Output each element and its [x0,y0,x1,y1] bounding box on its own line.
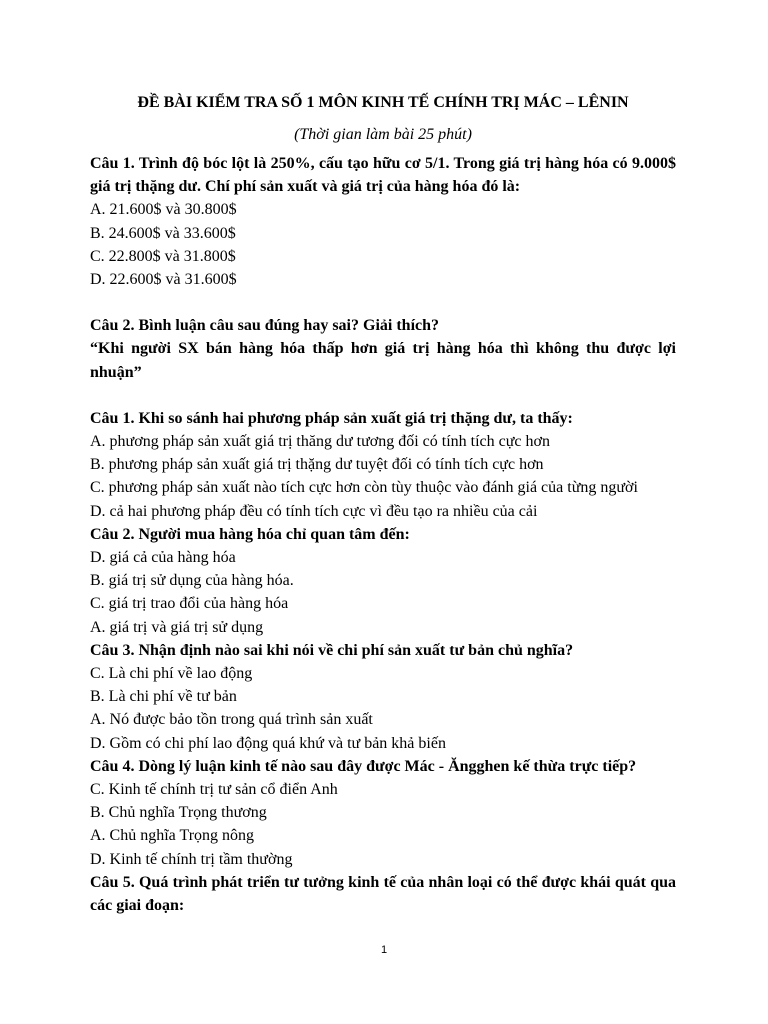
answer-option: B. phương pháp sản xuất giá trị thặng dư tuyệt đối có tính tích cực hơn [90,456,544,474]
answer-option: A. phương pháp sản xuất giá trị thăng dư tương đối có tính tích cực hơn [90,433,550,451]
document-body [90,91,676,917]
answer-option: D. giá cả của hàng hóa [90,549,236,567]
part2-question-4 [90,755,676,871]
spacer [90,384,676,407]
question-text: Câu 4. Dòng lý luận kinh tế nào sau đây được Mác - Ăngghen kế thừa trực tiếp? [90,757,637,775]
page-number: 1 [380,944,388,956]
answer-option: D. cả hai phương pháp đều có tính tích cực vì đều tạo ra nhiều của cải [90,502,538,520]
part2-question-1 [90,407,676,523]
answer-option: C. phương pháp sản xuất nào tích cực hơn còn tùy thuộc vào đánh giá của từng người [90,479,638,497]
answer-option: B. 24.600$ và 33.600$ [90,224,236,242]
question-text: Câu 1. Khi so sánh hai phương pháp sản xuất giá trị thặng dư, ta thấy: [90,409,573,427]
part1-question-2 [90,314,676,384]
answer-option: B. Là chi phí về tư bản [90,688,237,706]
answer-option: C. 22.800$ và 31.800$ [90,247,236,265]
answer-option: D. Gồm có chi phí lao động quá khứ và tư bản khả biến [90,734,446,752]
question-text: Câu 3. Nhận định nào sai khi nói về chi phí sản xuất tư bản chủ nghĩa? [90,641,574,659]
answer-option: B. giá trị sử dụng của hàng hóa. [90,572,294,590]
answer-option: A. Nó được bảo tồn trong quá trình sản xuất [90,711,373,729]
answer-option: A. 21.600$ và 30.800$ [90,201,237,219]
quoted-statement: “Khi người SX bán hàng hóa thấp hơn giá trị hàng hóa thì không thu được lợi nhuận” [90,340,676,381]
spacer [90,291,676,314]
answer-option: B. Chủ nghĩa Trọng thương [90,804,267,822]
question-text: Câu 5. Quá trình phát triển tư tưởng kinh tế của nhân loại có thể được khái quát qua các giai đoạn: [90,873,676,915]
answer-option: A. giá trị và giá trị sử dụng [90,618,264,636]
answer-option: A. Chủ nghĩa Trọng nông [90,827,255,845]
part2-question-2 [90,523,676,639]
answer-option: D. 22.600$ và 31.600$ [90,271,237,289]
part2-question-3 [90,639,676,755]
time-limit-subtitle: (Thời gian làm bài 25 phút) [294,126,472,143]
page-title: ĐỀ BÀI KIỂM TRA SỐ 1 MÔN KINH TẾ CHÍNH TRỊ MÁC – LÊNIN [137,94,629,111]
question-text: Câu 2. Bình luận câu sau đúng hay sai? Giải thích? [90,317,440,335]
question-text: Câu 1. Trình độ bóc lột là 250%, cấu tạo hữu cơ 5/1. Trong giá trị hàng hóa có 9.000$ giá trị thặng dư. Chí phí sản xuất và giá trị của hàng hóa đó là: [90,155,676,196]
part2-question-5 [90,871,676,917]
part1-question-1 [90,152,676,291]
answer-option: C. giá trị trao đổi của hàng hóa [90,595,289,613]
question-text: Câu 2. Người mua hàng hóa chỉ quan tâm đến: [90,525,410,543]
answer-option: C. Kinh tế chính trị tư sản cổ điển Anh [90,781,338,799]
answer-option: D. Kinh tế chính trị tầm thường [90,850,293,868]
answer-option: C. Là chi phí về lao động [90,665,253,683]
